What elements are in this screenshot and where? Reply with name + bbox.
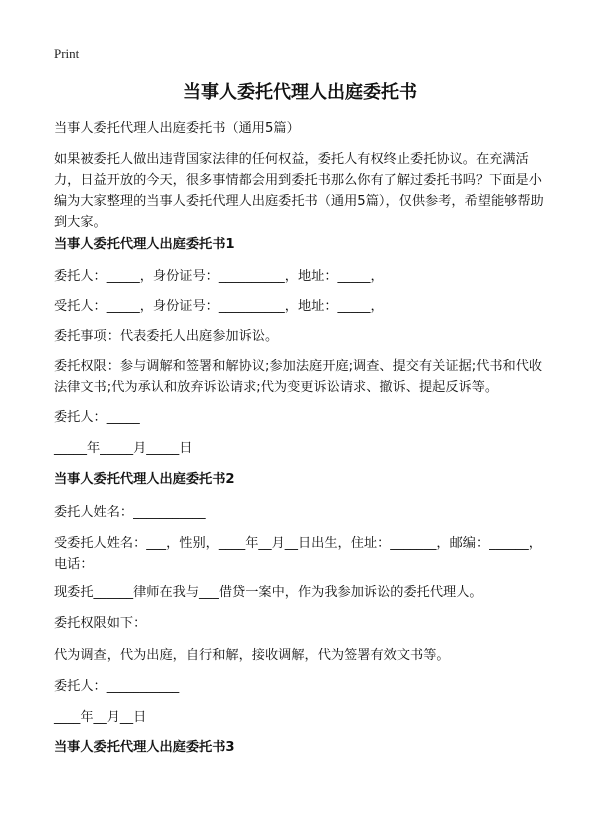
section-1-heading: 当事人委托代理人出庭委托书1 bbox=[54, 237, 235, 252]
section-1-principal: 委托人：_____，身份证号：__________，地址：_____， bbox=[54, 269, 384, 284]
section-2-principal-name: 委托人姓名：___________ bbox=[54, 505, 206, 520]
section-2-authority-label: 委托权限如下： bbox=[54, 616, 147, 631]
intro-paragraph: 如果被委托人做出违背国家法律的任何权益，委托人有权终止委托协议。在充满活力，日益开放的今天，很多事情都会用到委托书那么你有了解过委托书吗？下面是小编为大家整理的当事人委托代理人出庭委托书（通用5篇），仅供参考，希望能够帮助到大家。 bbox=[54, 152, 544, 230]
section-3-heading: 当事人委托代理人出庭委托书3 bbox=[54, 740, 235, 755]
section-2-signature: 委托人：___________ bbox=[54, 679, 180, 694]
document-subtitle: 当事人委托代理人出庭委托书（通用5篇） bbox=[54, 121, 300, 136]
section-1-agent: 受托人：_____，身份证号：__________，地址：_____， bbox=[54, 299, 384, 314]
print-link[interactable]: Print bbox=[54, 46, 80, 61]
section-2-appointment: 现委托______律师在我与___借贷一案中，作为我参加诉讼的委托代理人。 bbox=[54, 585, 483, 600]
section-1-authority: 委托权限：参与调解和签署和解协议;参加法庭开庭;调查、提交有关证据;代书和代收法律文书;代为承认和放弃诉讼请求;代为变更诉讼请求、撤诉、提起反诉等。 bbox=[54, 359, 543, 395]
section-1-signature: 委托人：_____ bbox=[54, 410, 140, 425]
section-2-date: ____年__月__日 bbox=[54, 710, 147, 725]
section-1-matter: 委托事项：代表委托人出庭参加诉讼。 bbox=[54, 329, 279, 344]
section-2-agent-info: 受委托人姓名：___，性别，____年__月__日出生，住址：_______，邮编：______，电话： bbox=[54, 536, 542, 572]
section-2-authority: 代为调查，代为出庭，自行和解，接收调解，代为签署有效文书等。 bbox=[54, 648, 450, 663]
section-2-heading: 当事人委托代理人出庭委托书2 bbox=[54, 472, 235, 487]
section-1-date: _____年_____月_____日 bbox=[54, 441, 193, 456]
page-title: 当事人委托代理人出庭委托书 bbox=[183, 82, 417, 103]
